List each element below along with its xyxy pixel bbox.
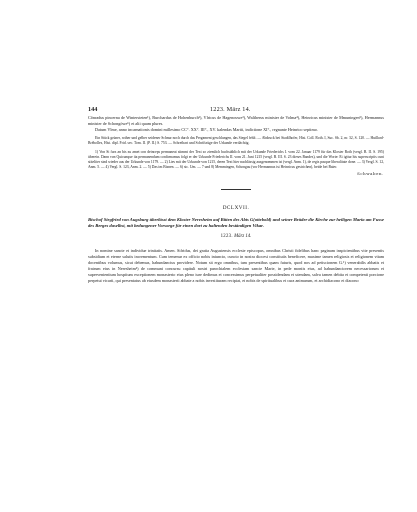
- footnotes: 1) Von Si furs an bis zu amet con deinceps permaneat stimmt der Text so ziemlich buchstäblich mit der Urkunde Friederichs I. vom 22. Januar 1179 für das Kloster Roth (vergl. B. II. S. 195) überein. Dann von Quicunque ita permanendum confirmamus folgt er der Urkunde Friederichs II. vom 21. Juni 1215 (vergl. B. III. S. 23 dieses Bandes), und die Worte: Et igitur his superscriptis cuni stiteliter sind wieder aus der Urkunde von 1179. — 2) Lies mit der Urkunde von 1215, deren Text hier nachlässig ausgenommen ist (vergl. Anm. 1), de regis pasque liberalitate done. — 3) Vergl. S. 12, Anm. 5. — 4) Vergl. S. 123, Anm. 2. — 5) Das im Bisnen. — 6) stc. Um. — 7 und 8) Memmingen, Schongau (vor Hermannus ist Heinricus gestrichen), beide bei Baier.: [88, 149, 384, 170]
- document-month: März 14.: [234, 233, 252, 239]
- charter-text: In nomine sancte et individue trinitatis. Amen. Sifridus, dei gratia Augustensis ecclesie episcopus, omnibus Christi fidelibus hanc paginam inspicientibus vite presentis subsidium et eterne salutis incrementum. Cum temenur ex officio nobis iniuncto, cuncto in nostra diocesi constitutis beneficere, maxime tamen religiosis et religionem vitam docentibus volumus, sicut debemus, habundancius providere. Notum sit ergo omnibus, tam presentibus quam futuris, quod nos ad petiscionem G.¹) venerabilis abbatis et fratrum eius in Neresheim²) de communi concursu capituli nostri parochialem ecclesiam sancte Marie, in pede montis eius, ad habundanciorem necessariorum et supervenientium hospitum exceptionem monasterio eius pleno iure dedimus et concessimus perpetualiter possidendam et utendam, salva tamen debita et competenti porcione perpetui vicarii, qui presentatus ab eiusdem monasterii abbate a nobis investituram recipiat, et nobis de spiritualibus et cura animarum, et archidiacono et diacono: [88, 247, 384, 283]
- source-note: Ein Stück grüner, rother und gelber seidener Schnur noch durch das Pergament geschlungen, das Siegel fehlt. — Abdruck bei Stadtlhofer, Hist. Coll. Roth. I, Suc. Sb. 2, nr. 32, S. 120. — Huillard-Bréholles, Hist. dipl. Frid. sec. Tom. II. (P. II.) S. 753. — Schreibart und Schriftzüge der Urkunde verdächtig.: [88, 136, 384, 146]
- witness-list: Cônradus pincerna de Wintersteten¹), Burchardus de Hohenburch²), Vlricus de Hagenouwe³), Waltherus minister de Volma⁴), Heinricus minister de Mmuningen⁵), Hermannus minister de Schongöwe⁶) et alii quam plures.: [88, 115, 384, 127]
- running-header: [88, 104, 384, 115]
- page: [88, 104, 384, 284]
- page-number: 144: [88, 106, 98, 113]
- document-year: 1223.: [220, 233, 233, 239]
- document-summary: Bischof Siegfried von Augsburg überlässt dem Kloster Neresheim auf Bitten des Abts G(ottebold) und seiner Brüder die Kirche zur heiligen Maria am Fusse des Berges daselbst, mit bedungener Vorsorge für einen dort zu haltenden beständigen Vikar.: [88, 216, 384, 228]
- document-date: [88, 233, 384, 241]
- running-head: 1223. März 14.: [210, 106, 251, 113]
- dating-clause: Datum Vlme, anno incarnationis domini millesimo CC°. XX°. III°., XV. kalendas Martii, indictione XI°., regnante Heinrico septimo.: [95, 127, 318, 133]
- end-signature: Schwaben.: [357, 170, 384, 176]
- document-number: DCLXVII.: [222, 204, 250, 211]
- section-divider: [221, 189, 251, 190]
